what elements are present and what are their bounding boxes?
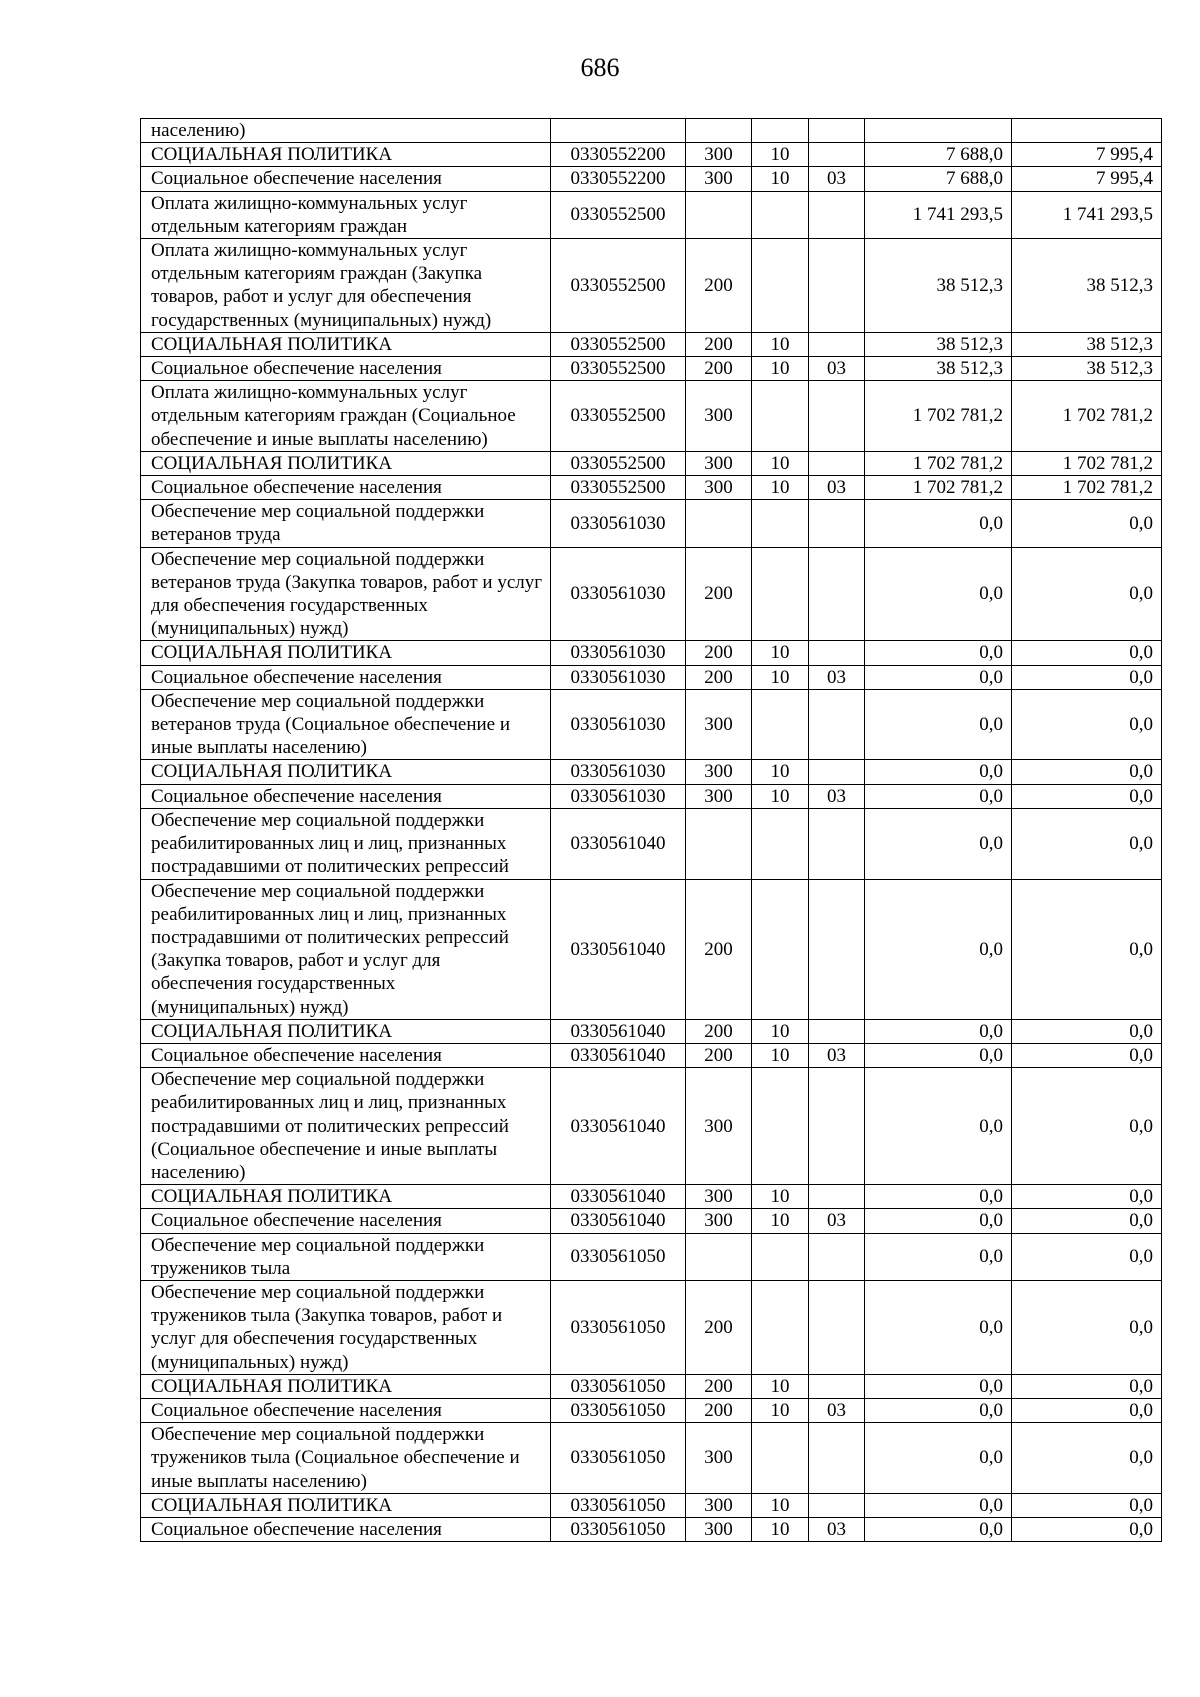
- subsection-code-cell: [809, 143, 865, 167]
- subsection-code-cell: 03: [809, 1517, 865, 1541]
- vr-code-cell: [686, 500, 752, 547]
- table-row: [141, 1398, 1162, 1422]
- section-code-cell: [752, 1423, 809, 1494]
- subsection-code-cell: 03: [809, 476, 865, 500]
- subsection-code-cell: [809, 191, 865, 238]
- section-code-cell: 10: [752, 1493, 809, 1517]
- csr-code-cell: 0330561050: [551, 1493, 686, 1517]
- amount-year1-cell: 1 702 781,2: [865, 381, 1012, 452]
- table-row: [141, 476, 1162, 500]
- row-name-cell: СОЦИАЛЬНАЯ ПОЛИТИКА: [141, 1374, 551, 1398]
- csr-code-cell: 0330561030: [551, 665, 686, 689]
- vr-code-cell: [686, 191, 752, 238]
- csr-code-cell: 0330561050: [551, 1374, 686, 1398]
- section-code-cell: 10: [752, 357, 809, 381]
- row-name-cell: Социальное обеспечение населения: [141, 1517, 551, 1541]
- vr-code-cell: [686, 1233, 752, 1280]
- amount-year1-cell: 0,0: [865, 689, 1012, 760]
- amount-year1-cell: 0,0: [865, 1374, 1012, 1398]
- table-row: [141, 239, 1162, 333]
- row-name-cell: населению): [141, 119, 551, 143]
- vr-code-cell: 300: [686, 476, 752, 500]
- section-code-cell: [752, 1068, 809, 1185]
- row-name-cell: Обеспечение мер социальной поддержки тружеников тыла (Социальное обеспечение и иные выплаты населению): [141, 1423, 551, 1494]
- vr-code-cell: 200: [686, 1398, 752, 1422]
- amount-year1-cell: 0,0: [865, 1043, 1012, 1067]
- table-row: [141, 784, 1162, 808]
- table-row: [141, 1493, 1162, 1517]
- subsection-code-cell: [809, 1493, 865, 1517]
- row-name-cell: Обеспечение мер социальной поддержки тружеников тыла: [141, 1233, 551, 1280]
- subsection-code-cell: [809, 760, 865, 784]
- section-code-cell: [752, 1233, 809, 1280]
- row-name-cell: Обеспечение мер социальной поддержки реабилитированных лиц и лиц, признанных пострадавшими от политических репрессий: [141, 808, 551, 879]
- table-row: [141, 760, 1162, 784]
- subsection-code-cell: [809, 1374, 865, 1398]
- subsection-code-cell: [809, 1185, 865, 1209]
- amount-year1-cell: 0,0: [865, 1209, 1012, 1233]
- table-row: [141, 1043, 1162, 1067]
- csr-code-cell: 0330561030: [551, 547, 686, 641]
- vr-code-cell: 200: [686, 1374, 752, 1398]
- csr-code-cell: 0330552500: [551, 381, 686, 452]
- amount-year2-cell: 1 702 781,2: [1012, 451, 1162, 475]
- section-code-cell: [752, 119, 809, 143]
- row-name-cell: Социальное обеспечение населения: [141, 167, 551, 191]
- subsection-code-cell: [809, 1280, 865, 1374]
- amount-year2-cell: 0,0: [1012, 1517, 1162, 1541]
- amount-year2-cell: 38 512,3: [1012, 357, 1162, 381]
- amount-year2-cell: 1 702 781,2: [1012, 476, 1162, 500]
- row-name-cell: Социальное обеспечение населения: [141, 357, 551, 381]
- section-code-cell: 10: [752, 641, 809, 665]
- row-name-cell: Социальное обеспечение населения: [141, 1398, 551, 1422]
- amount-year1-cell: 0,0: [865, 1398, 1012, 1422]
- vr-code-cell: 300: [686, 689, 752, 760]
- csr-code-cell: 0330561050: [551, 1517, 686, 1541]
- csr-code-cell: 0330552500: [551, 357, 686, 381]
- section-code-cell: [752, 547, 809, 641]
- row-name-cell: СОЦИАЛЬНАЯ ПОЛИТИКА: [141, 1019, 551, 1043]
- amount-year2-cell: 1 741 293,5: [1012, 191, 1162, 238]
- csr-code-cell: 0330561030: [551, 500, 686, 547]
- section-code-cell: 10: [752, 760, 809, 784]
- amount-year1-cell: 0,0: [865, 641, 1012, 665]
- section-code-cell: 10: [752, 1209, 809, 1233]
- vr-code-cell: 200: [686, 357, 752, 381]
- section-code-cell: 10: [752, 1019, 809, 1043]
- csr-code-cell: 0330561040: [551, 1209, 686, 1233]
- row-name-cell: СОЦИАЛЬНАЯ ПОЛИТИКА: [141, 760, 551, 784]
- csr-code-cell: 0330561040: [551, 879, 686, 1019]
- csr-code-cell: 0330561040: [551, 1185, 686, 1209]
- amount-year2-cell: 0,0: [1012, 784, 1162, 808]
- table-row: [141, 1209, 1162, 1233]
- section-code-cell: [752, 500, 809, 547]
- table-row: [141, 1374, 1162, 1398]
- vr-code-cell: 200: [686, 1019, 752, 1043]
- table-row: [141, 143, 1162, 167]
- amount-year2-cell: 0,0: [1012, 689, 1162, 760]
- table-row: [141, 1019, 1162, 1043]
- section-code-cell: 10: [752, 784, 809, 808]
- vr-code-cell: 300: [686, 167, 752, 191]
- amount-year1-cell: 0,0: [865, 1019, 1012, 1043]
- row-name-cell: Социальное обеспечение населения: [141, 476, 551, 500]
- table-row: [141, 191, 1162, 238]
- amount-year1-cell: 38 512,3: [865, 357, 1012, 381]
- table-row: [141, 808, 1162, 879]
- csr-code-cell: 0330561040: [551, 1043, 686, 1067]
- section-code-cell: [752, 879, 809, 1019]
- subsection-code-cell: 03: [809, 1043, 865, 1067]
- section-code-cell: [752, 808, 809, 879]
- amount-year2-cell: 0,0: [1012, 879, 1162, 1019]
- amount-year1-cell: 0,0: [865, 665, 1012, 689]
- amount-year1-cell: 0,0: [865, 1233, 1012, 1280]
- amount-year2-cell: 0,0: [1012, 808, 1162, 879]
- amount-year1-cell: 7 688,0: [865, 143, 1012, 167]
- section-code-cell: [752, 239, 809, 333]
- vr-code-cell: 300: [686, 451, 752, 475]
- subsection-code-cell: [809, 1068, 865, 1185]
- amount-year2-cell: 0,0: [1012, 547, 1162, 641]
- table-row: [141, 381, 1162, 452]
- csr-code-cell: 0330561040: [551, 1019, 686, 1043]
- amount-year2-cell: [1012, 119, 1162, 143]
- subsection-code-cell: [809, 381, 865, 452]
- row-name-cell: СОЦИАЛЬНАЯ ПОЛИТИКА: [141, 332, 551, 356]
- table-row: [141, 689, 1162, 760]
- amount-year2-cell: 7 995,4: [1012, 143, 1162, 167]
- row-name-cell: Оплата жилищно-коммунальных услуг отдельным категориям граждан (Социальное обеспечение и иные выплаты населению): [141, 381, 551, 452]
- table-row: [141, 167, 1162, 191]
- section-code-cell: 10: [752, 332, 809, 356]
- amount-year1-cell: [865, 119, 1012, 143]
- table-row: [141, 1517, 1162, 1541]
- amount-year1-cell: 0,0: [865, 1517, 1012, 1541]
- vr-code-cell: 200: [686, 547, 752, 641]
- vr-code-cell: 300: [686, 1517, 752, 1541]
- amount-year1-cell: 0,0: [865, 1185, 1012, 1209]
- vr-code-cell: 300: [686, 760, 752, 784]
- vr-code-cell: 300: [686, 784, 752, 808]
- csr-code-cell: [551, 119, 686, 143]
- csr-code-cell: 0330552500: [551, 191, 686, 238]
- vr-code-cell: 300: [686, 1493, 752, 1517]
- table-row: [141, 1280, 1162, 1374]
- table-row: [141, 451, 1162, 475]
- vr-code-cell: [686, 119, 752, 143]
- csr-code-cell: 0330561030: [551, 760, 686, 784]
- table-row: [141, 1423, 1162, 1494]
- amount-year2-cell: 0,0: [1012, 1233, 1162, 1280]
- amount-year2-cell: 0,0: [1012, 500, 1162, 547]
- row-name-cell: СОЦИАЛЬНАЯ ПОЛИТИКА: [141, 143, 551, 167]
- subsection-code-cell: [809, 119, 865, 143]
- vr-code-cell: 200: [686, 332, 752, 356]
- amount-year2-cell: 0,0: [1012, 1398, 1162, 1422]
- amount-year2-cell: 1 702 781,2: [1012, 381, 1162, 452]
- table-row: [141, 1185, 1162, 1209]
- amount-year1-cell: 0,0: [865, 760, 1012, 784]
- row-name-cell: СОЦИАЛЬНАЯ ПОЛИТИКА: [141, 451, 551, 475]
- row-name-cell: Социальное обеспечение населения: [141, 665, 551, 689]
- table-row: [141, 119, 1162, 143]
- table-row: [141, 500, 1162, 547]
- vr-code-cell: 200: [686, 879, 752, 1019]
- csr-code-cell: 0330561040: [551, 1068, 686, 1185]
- csr-code-cell: 0330561050: [551, 1233, 686, 1280]
- amount-year2-cell: 0,0: [1012, 1043, 1162, 1067]
- amount-year1-cell: 1 741 293,5: [865, 191, 1012, 238]
- csr-code-cell: 0330552500: [551, 239, 686, 333]
- row-name-cell: Социальное обеспечение населения: [141, 1043, 551, 1067]
- subsection-code-cell: 03: [809, 357, 865, 381]
- vr-code-cell: 200: [686, 1043, 752, 1067]
- amount-year2-cell: 7 995,4: [1012, 167, 1162, 191]
- subsection-code-cell: 03: [809, 167, 865, 191]
- section-code-cell: 10: [752, 1043, 809, 1067]
- page-number: 686: [580, 53, 620, 82]
- table-row: [141, 357, 1162, 381]
- subsection-code-cell: [809, 808, 865, 879]
- section-code-cell: [752, 381, 809, 452]
- amount-year2-cell: 0,0: [1012, 1423, 1162, 1494]
- amount-year2-cell: 0,0: [1012, 1493, 1162, 1517]
- subsection-code-cell: 03: [809, 1209, 865, 1233]
- subsection-code-cell: [809, 332, 865, 356]
- amount-year1-cell: 0,0: [865, 1423, 1012, 1494]
- row-name-cell: Обеспечение мер социальной поддержки ветеранов труда (Закупка товаров, работ и услуг для обеспечения государственных (муниципальных) нужд): [141, 547, 551, 641]
- section-code-cell: 10: [752, 1398, 809, 1422]
- amount-year1-cell: 0,0: [865, 500, 1012, 547]
- subsection-code-cell: [809, 500, 865, 547]
- vr-code-cell: 300: [686, 1185, 752, 1209]
- table-row: [141, 879, 1162, 1019]
- vr-code-cell: 200: [686, 239, 752, 333]
- vr-code-cell: 300: [686, 1068, 752, 1185]
- section-code-cell: [752, 1280, 809, 1374]
- vr-code-cell: 200: [686, 1280, 752, 1374]
- vr-code-cell: 200: [686, 641, 752, 665]
- row-name-cell: СОЦИАЛЬНАЯ ПОЛИТИКА: [141, 641, 551, 665]
- row-name-cell: Оплата жилищно-коммунальных услуг отдельным категориям граждан: [141, 191, 551, 238]
- amount-year1-cell: 0,0: [865, 784, 1012, 808]
- section-code-cell: [752, 191, 809, 238]
- vr-code-cell: 300: [686, 1423, 752, 1494]
- budget-table: [140, 118, 1162, 1542]
- vr-code-cell: 300: [686, 1209, 752, 1233]
- amount-year2-cell: 0,0: [1012, 1185, 1162, 1209]
- csr-code-cell: 0330561050: [551, 1398, 686, 1422]
- amount-year1-cell: 0,0: [865, 879, 1012, 1019]
- section-code-cell: [752, 689, 809, 760]
- amount-year1-cell: 0,0: [865, 1068, 1012, 1185]
- section-code-cell: 10: [752, 143, 809, 167]
- subsection-code-cell: [809, 451, 865, 475]
- amount-year1-cell: 0,0: [865, 1493, 1012, 1517]
- row-name-cell: Оплата жилищно-коммунальных услуг отдельным категориям граждан (Закупка товаров, работ и услуг для обеспечения государственных (муниципальных) нужд): [141, 239, 551, 333]
- row-name-cell: СОЦИАЛЬНАЯ ПОЛИТИКА: [141, 1185, 551, 1209]
- subsection-code-cell: [809, 879, 865, 1019]
- subsection-code-cell: [809, 239, 865, 333]
- amount-year2-cell: 0,0: [1012, 665, 1162, 689]
- row-name-cell: Социальное обеспечение населения: [141, 784, 551, 808]
- table-row: [141, 332, 1162, 356]
- subsection-code-cell: 03: [809, 1398, 865, 1422]
- amount-year2-cell: 38 512,3: [1012, 239, 1162, 333]
- csr-code-cell: 0330561050: [551, 1423, 686, 1494]
- section-code-cell: 10: [752, 1517, 809, 1541]
- subsection-code-cell: [809, 547, 865, 641]
- csr-code-cell: 0330561030: [551, 641, 686, 665]
- budget-table-body: [141, 119, 1162, 1542]
- section-code-cell: 10: [752, 167, 809, 191]
- amount-year1-cell: 1 702 781,2: [865, 476, 1012, 500]
- row-name-cell: Обеспечение мер социальной поддержки ветеранов труда: [141, 500, 551, 547]
- amount-year2-cell: 0,0: [1012, 1374, 1162, 1398]
- subsection-code-cell: [809, 1423, 865, 1494]
- amount-year1-cell: 7 688,0: [865, 167, 1012, 191]
- section-code-cell: 10: [752, 1185, 809, 1209]
- amount-year1-cell: 1 702 781,2: [865, 451, 1012, 475]
- section-code-cell: 10: [752, 451, 809, 475]
- csr-code-cell: 0330561030: [551, 689, 686, 760]
- vr-code-cell: 300: [686, 381, 752, 452]
- amount-year2-cell: 0,0: [1012, 1068, 1162, 1185]
- csr-code-cell: 0330552200: [551, 143, 686, 167]
- vr-code-cell: [686, 808, 752, 879]
- amount-year2-cell: 0,0: [1012, 1280, 1162, 1374]
- subsection-code-cell: [809, 1019, 865, 1043]
- subsection-code-cell: 03: [809, 784, 865, 808]
- amount-year1-cell: 0,0: [865, 547, 1012, 641]
- amount-year2-cell: 0,0: [1012, 1019, 1162, 1043]
- row-name-cell: Обеспечение мер социальной поддержки ветеранов труда (Социальное обеспечение и иные выплаты населению): [141, 689, 551, 760]
- amount-year1-cell: 0,0: [865, 808, 1012, 879]
- amount-year2-cell: 0,0: [1012, 641, 1162, 665]
- amount-year1-cell: 38 512,3: [865, 239, 1012, 333]
- row-name-cell: Обеспечение мер социальной поддержки тружеников тыла (Закупка товаров, работ и услуг для обеспечения государственных (муниципальных) нужд): [141, 1280, 551, 1374]
- row-name-cell: Социальное обеспечение населения: [141, 1209, 551, 1233]
- csr-code-cell: 0330561050: [551, 1280, 686, 1374]
- section-code-cell: 10: [752, 1374, 809, 1398]
- amount-year2-cell: 0,0: [1012, 1209, 1162, 1233]
- section-code-cell: 10: [752, 665, 809, 689]
- csr-code-cell: 0330552500: [551, 476, 686, 500]
- amount-year2-cell: 38 512,3: [1012, 332, 1162, 356]
- vr-code-cell: 300: [686, 143, 752, 167]
- amount-year2-cell: 0,0: [1012, 760, 1162, 784]
- csr-code-cell: 0330561030: [551, 784, 686, 808]
- table-row: [141, 1233, 1162, 1280]
- row-name-cell: Обеспечение мер социальной поддержки реабилитированных лиц и лиц, признанных пострадавшими от политических репрессий (Закупка товаров, работ и услуг для обеспечения государственных (муниципальных) нужд): [141, 879, 551, 1019]
- subsection-code-cell: [809, 1233, 865, 1280]
- table-row: [141, 641, 1162, 665]
- csr-code-cell: 0330552500: [551, 451, 686, 475]
- amount-year1-cell: 38 512,3: [865, 332, 1012, 356]
- csr-code-cell: 0330561040: [551, 808, 686, 879]
- table-row: [141, 1068, 1162, 1185]
- csr-code-cell: 0330552500: [551, 332, 686, 356]
- row-name-cell: СОЦИАЛЬНАЯ ПОЛИТИКА: [141, 1493, 551, 1517]
- subsection-code-cell: [809, 641, 865, 665]
- table-row: [141, 665, 1162, 689]
- subsection-code-cell: 03: [809, 665, 865, 689]
- row-name-cell: Обеспечение мер социальной поддержки реабилитированных лиц и лиц, признанных пострадавшими от политических репрессий (Социальное обеспечение и иные выплаты населению): [141, 1068, 551, 1185]
- vr-code-cell: 200: [686, 665, 752, 689]
- table-row: [141, 547, 1162, 641]
- amount-year1-cell: 0,0: [865, 1280, 1012, 1374]
- subsection-code-cell: [809, 689, 865, 760]
- csr-code-cell: 0330552200: [551, 167, 686, 191]
- section-code-cell: 10: [752, 476, 809, 500]
